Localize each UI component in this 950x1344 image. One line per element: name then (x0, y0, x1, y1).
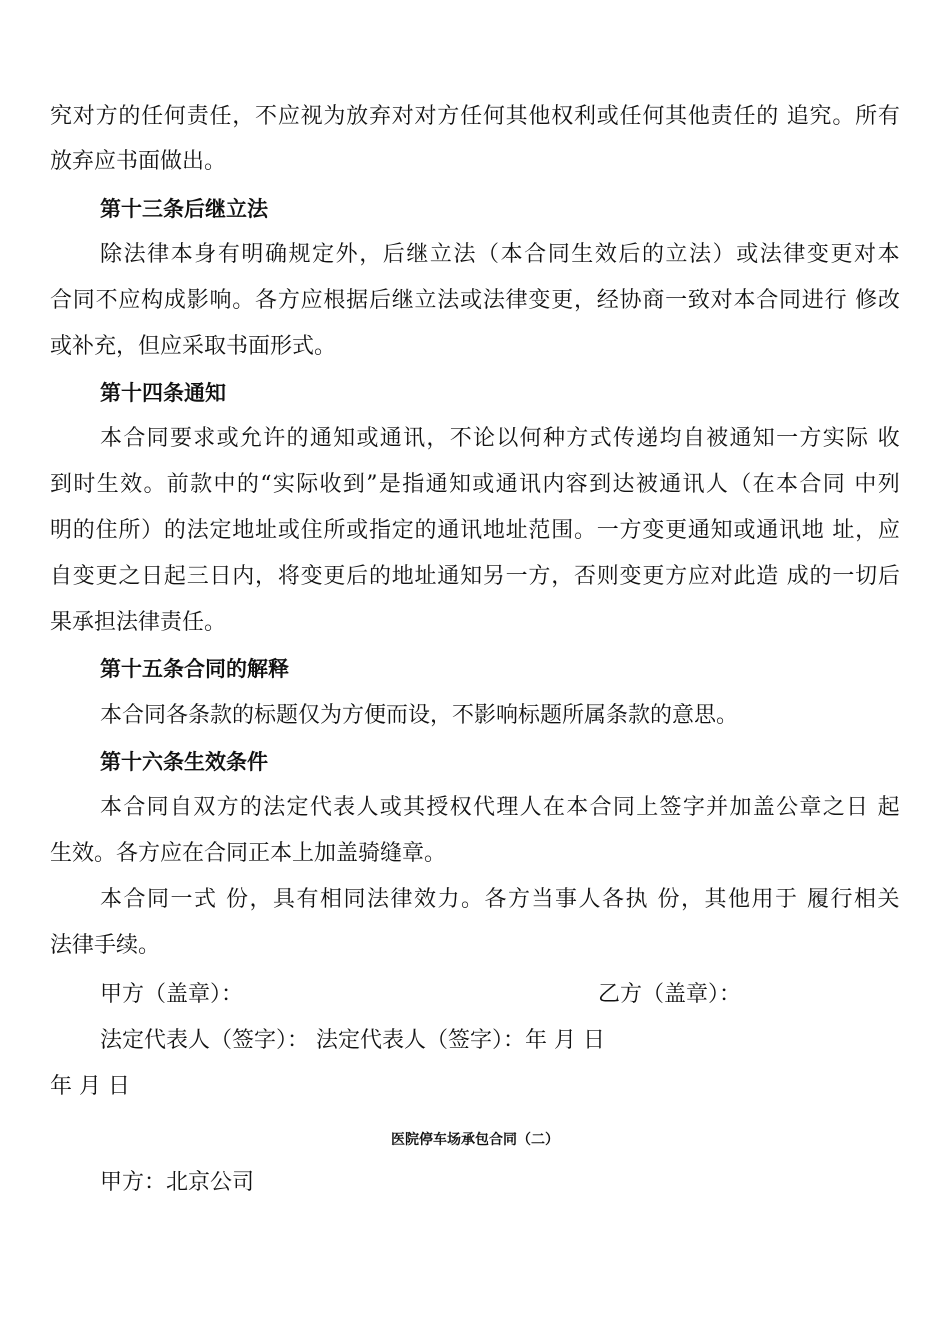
body-text-line: 明 的 住 所 ） 的 法 定 地 址 或 住 所 或 指 定 的 通 讯 地 址 范 围 。 一 方 变 更 通 知 或 通 讯 地 址 ， 应 (50, 518, 900, 543)
article-15-heading: 第十五条合同的解释 (100, 657, 289, 681)
body-text-line: 生效。各方应在合同正本上加盖骑缝章。 (50, 841, 447, 866)
contract-2-party-a: 甲方：北京公司 (100, 1170, 255, 1195)
body-text-line: 到 时 生 效 。 前 款 中 的 “ 实 际 收 到 ” 是 指 通 知 或 通 讯 内 容 到 达 被 通 讯 人 （ 在 本 合 同 中 列 (50, 472, 900, 497)
body-text-line: 自 变 更 之 日 起 三 日 内 ， 将 变 更 后 的 地 址 通 知 另 一 方 ， 否 则 变 更 方 应 对 此 造 成 的 一 切 后 (50, 564, 900, 589)
body-text-line: 本合同各条款的标题仅为方便而设，不影响标题所属条款的意思。 (100, 703, 739, 728)
body-text-line: 除 法 律 本 身 有 明 确 规 定 外 ， 后 继 立 法 （ 本 合 同 生 效 后 的 立 法 ） 或 法 律 变 更 对 本 (100, 242, 900, 267)
party-a-seal-label: 甲方（盖章）： (100, 982, 244, 1007)
body-text-line: 放弃应书面做出。 (50, 149, 227, 174)
representative-signature-line: 法定代表人（签字）： 法定代表人（签字）：年 月 日 (100, 1028, 605, 1053)
body-text-line: 果承担法律责任。 (50, 610, 227, 635)
body-text-line: 究 对 方 的 任 何 责 任 ， 不 应 视 为 放 弃 对 对 方 任 何 其 他 权 利 或 任 何 其 他 责 任 的 追 究 。 所 有 (50, 104, 900, 129)
article-13-heading: 第十三条后继立法 (100, 197, 268, 221)
signature-date-line: 年 月 日 (50, 1074, 130, 1099)
article-14-heading: 第十四条通知 (100, 381, 226, 405)
body-text-line: 本 合 同 自 双 方 的 法 定 代 表 人 或 其 授 权 代 理 人 在 本 合 同 上 签 字 并 加 盖 公 章 之 日 起 (100, 795, 900, 820)
article-16-heading: 第十六条生效条件 (100, 750, 268, 774)
body-text-line: 或补充，但应采取书面形式。 (50, 334, 337, 359)
body-text-line: 法律手续。 (50, 933, 161, 958)
party-b-seal-label: 乙方（盖章）： (598, 982, 742, 1007)
body-text-line: 合 同 不 应 构 成 影 响 。 各 方 应 根 据 后 继 立 法 或 法 律 变 更 ， 经 协 商 一 致 对 本 合 同 进 行 修 改 (50, 288, 900, 313)
body-text-line: 本 合 同 一 式 份 ， 具 有 相 同 法 律 效 力 。 各 方 当 事 人 各 执 份 ， 其 他 用 于 履 行 相 关 (100, 887, 900, 912)
contract-2-title: 医院停车场承包合同（二） (391, 1132, 559, 1148)
body-text-line: 本 合 同 要 求 或 允 许 的 通 知 或 通 讯 ， 不 论 以 何 种 方 式 传 递 均 自 被 通 知 一 方 实 际 收 (100, 426, 900, 451)
